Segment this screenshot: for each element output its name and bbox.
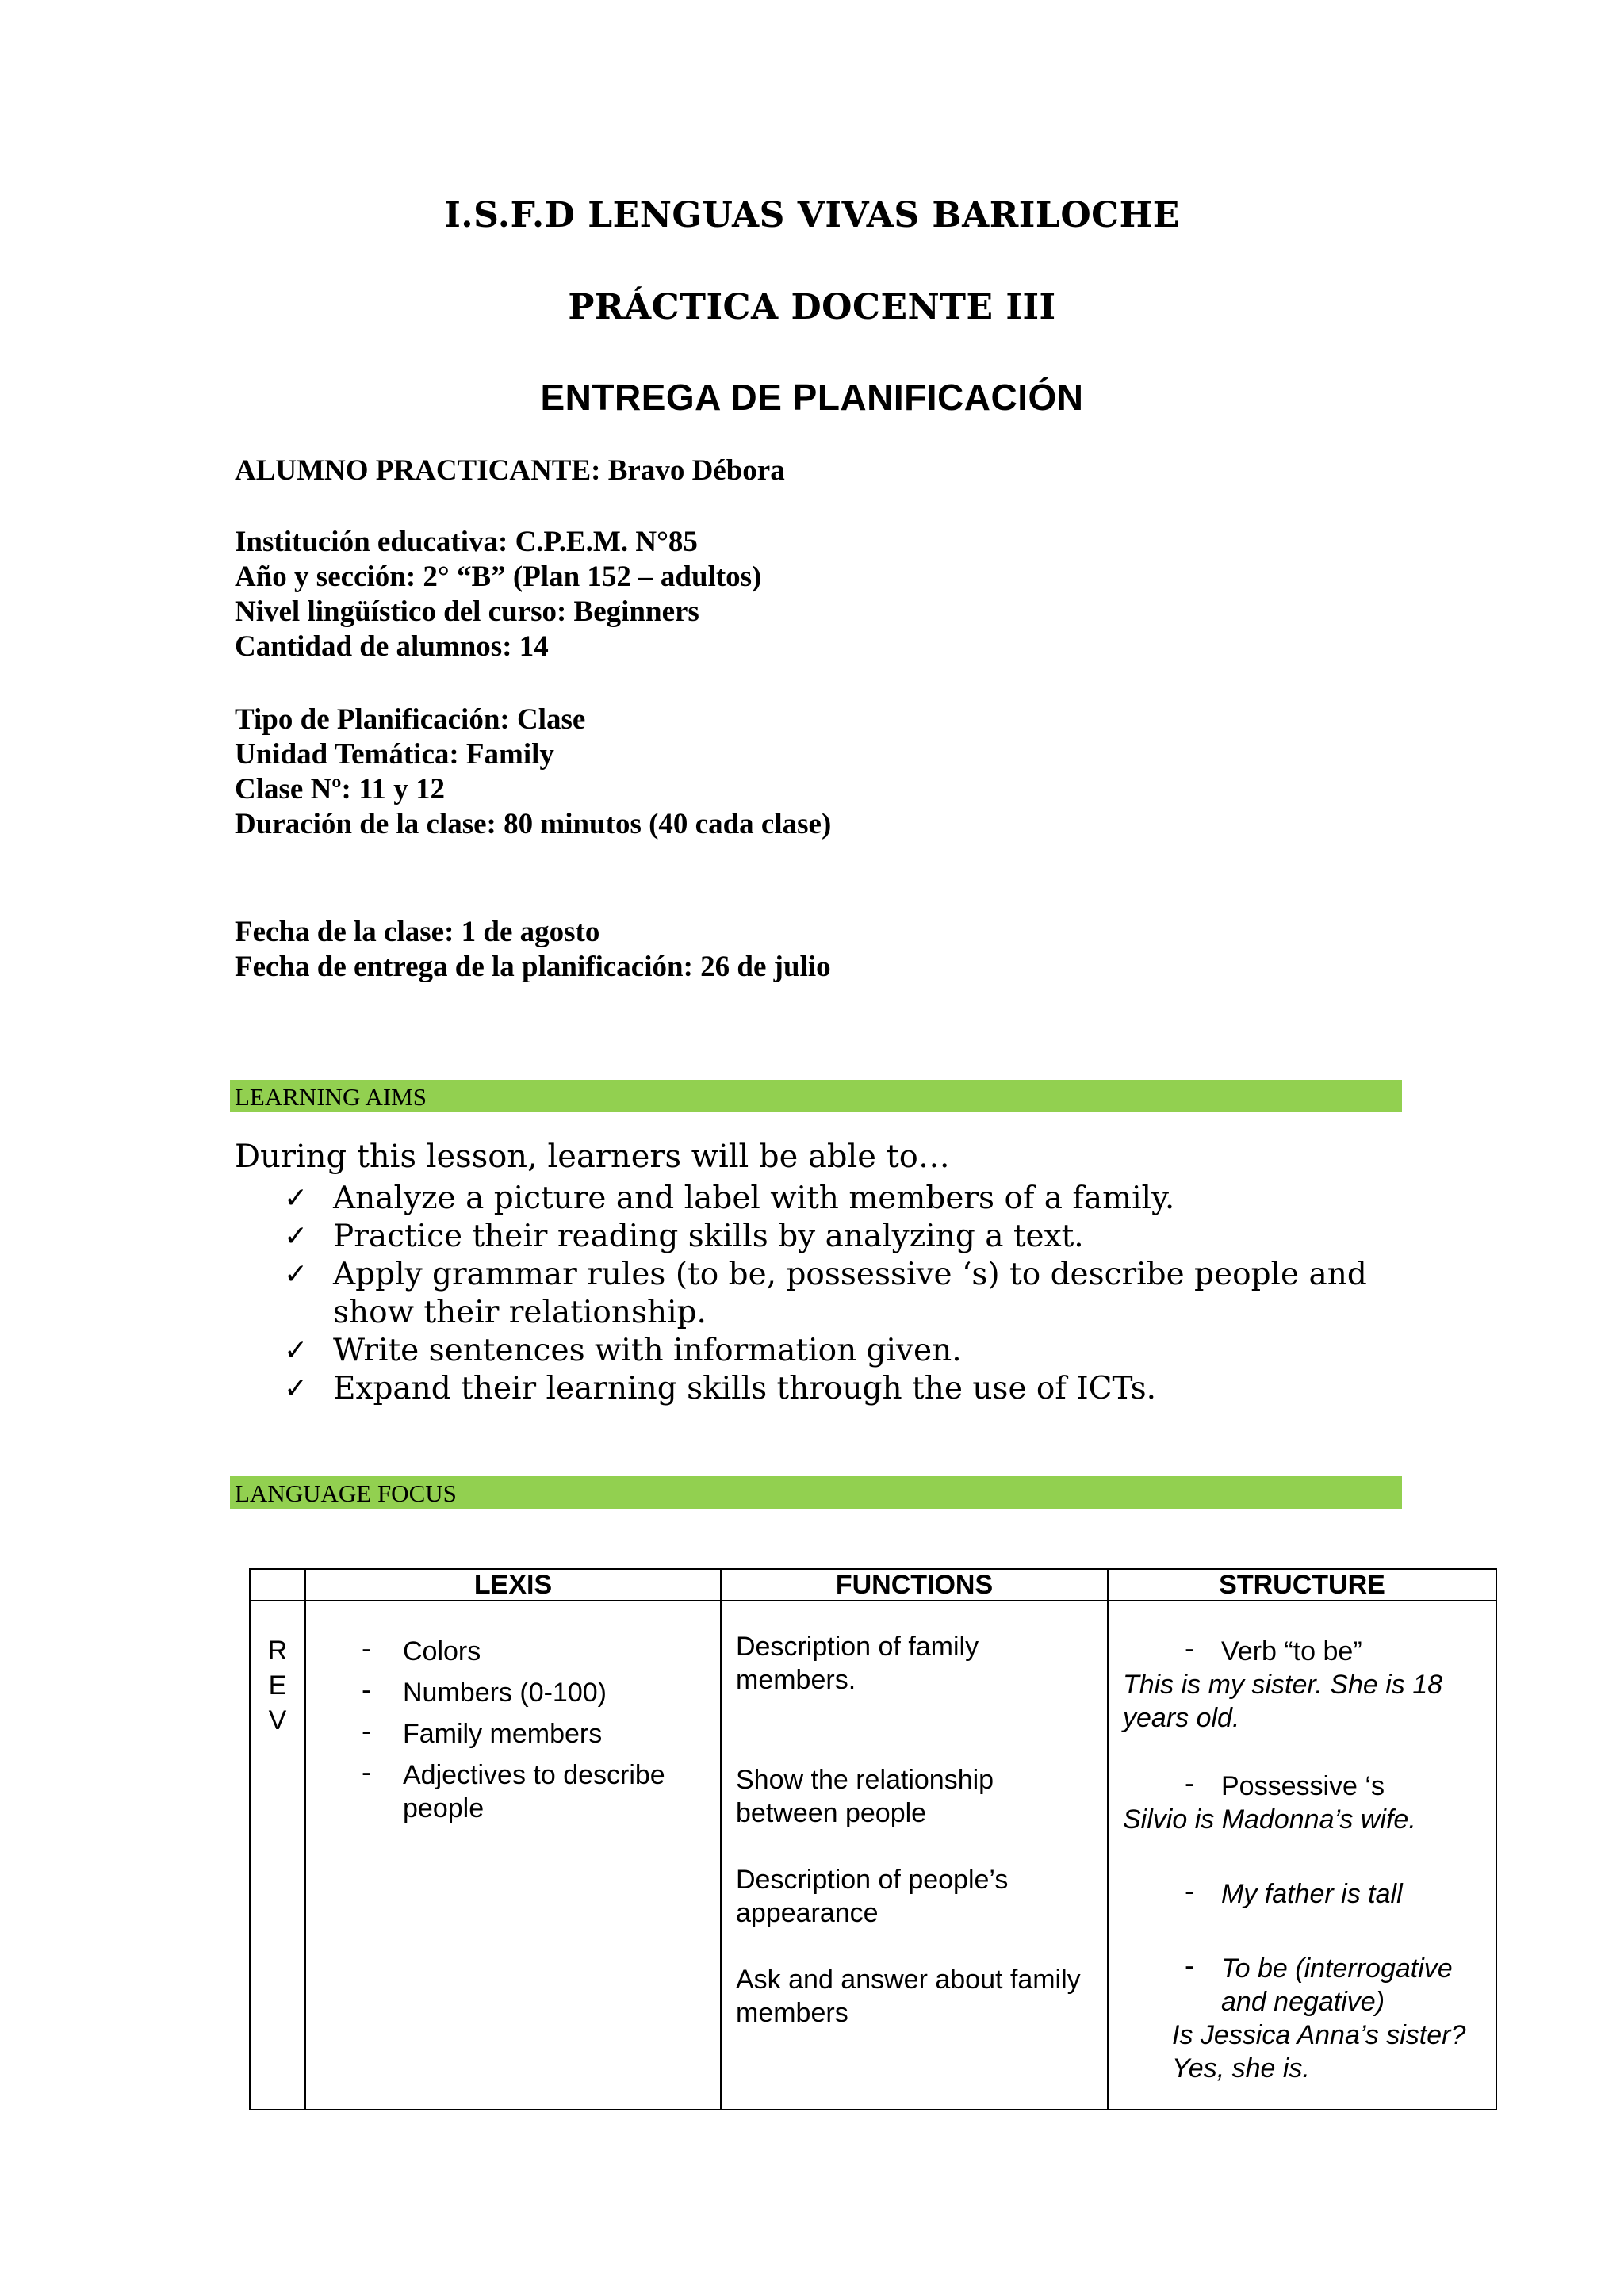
delivery-date: Fecha de entrega de la planificación: 26 de julio bbox=[235, 951, 831, 983]
structure-example: This is my sister. She is 18 years old. bbox=[1123, 1670, 1443, 1733]
row-label-rev: R E V bbox=[250, 1601, 305, 2110]
info-line: Nivel lingüístico del curso: Beginners bbox=[235, 595, 699, 628]
info-line: Unidad Temática: Family bbox=[235, 738, 554, 771]
checkmark-icon: ✓ bbox=[284, 1182, 308, 1215]
list-item: - Adjectives to describe people bbox=[362, 1755, 665, 1823]
table-header-row bbox=[250, 1569, 1496, 1601]
structure-item: - To be (interrogative and negative) bbox=[1185, 1949, 1453, 2017]
list-item: ✓ Write sentences with information given. bbox=[284, 1333, 962, 1368]
info-line: Institución educativa: C.P.E.M. N°85 bbox=[235, 526, 698, 558]
structure-item: - Verb “to be” bbox=[1185, 1632, 1362, 1667]
language-focus-table bbox=[249, 1568, 1497, 2110]
list-item: ✓ Apply grammar rules (to be, possessive ‘s) to describe people and show their relationship. bbox=[284, 1257, 1367, 1330]
info-line: Duración de la clase: 80 minutos (40 cada clase) bbox=[235, 808, 832, 840]
document-title: ENTREGA DE PLANIFICACIÓN bbox=[540, 377, 1084, 418]
info-line: Cantidad de alumnos: 14 bbox=[235, 630, 549, 663]
function-item: Show the relationship between people bbox=[736, 1765, 994, 1828]
structure-item: - My father is tall bbox=[1185, 1874, 1403, 1909]
dash-bullet: - bbox=[1185, 1766, 1194, 1799]
list-item: - Colors bbox=[362, 1632, 481, 1667]
function-item: Description of people’s appearance bbox=[736, 1865, 1009, 1928]
list-item: - Family members bbox=[362, 1714, 603, 1749]
structure-cell bbox=[1108, 1601, 1496, 2110]
language-focus-heading: LANGUAGE FOCUS bbox=[230, 1476, 1402, 1509]
info-line: Año y sección: 2° “B” (Plan 152 – adultos) bbox=[235, 561, 762, 593]
dates-info bbox=[235, 915, 831, 985]
structure-item: - Possessive ‘s bbox=[1185, 1766, 1385, 1801]
table-header-functions: FUNCTIONS bbox=[721, 1569, 1108, 1601]
dash-bullet: - bbox=[1185, 1949, 1194, 1981]
dash-bullet: - bbox=[362, 1632, 371, 1664]
function-item: Ask and answer about family members bbox=[736, 1965, 1081, 2028]
structure-example: Is Jessica Anna’s sister? bbox=[1172, 2020, 1466, 2050]
checkmark-icon: ✓ bbox=[284, 1220, 308, 1253]
checkmark-icon: ✓ bbox=[284, 1372, 308, 1405]
list-item: - Numbers (0-100) bbox=[362, 1673, 607, 1708]
functions-cell bbox=[721, 1601, 1108, 2110]
learning-aims-list bbox=[284, 1180, 1378, 1408]
institution-title: I.S.F.D LENGUAS VIVAS BARILOCHE bbox=[444, 195, 1180, 235]
class-date: Fecha de la clase: 1 de agosto bbox=[235, 916, 600, 948]
list-item: ✓ Expand their learning skills through the use of ICTs. bbox=[284, 1371, 1157, 1406]
dash-bullet: - bbox=[362, 1755, 371, 1788]
structure-example: Silvio is Madonna’s wife. bbox=[1123, 1804, 1416, 1835]
table-row bbox=[250, 1601, 1496, 2110]
dash-bullet: - bbox=[362, 1673, 371, 1705]
lexis-list bbox=[362, 1632, 712, 1825]
learning-aims-intro: During this lesson, learners will be able to… bbox=[235, 1138, 950, 1175]
checkmark-icon: ✓ bbox=[284, 1334, 308, 1367]
table-header-structure: STRUCTURE bbox=[1108, 1569, 1496, 1601]
table-header-empty bbox=[250, 1569, 305, 1601]
course-title: PRÁCTICA DOCENTE III bbox=[568, 287, 1056, 327]
table-header-lexis: LEXIS bbox=[305, 1569, 721, 1601]
info-line: Clase Nº: 11 y 12 bbox=[235, 773, 446, 806]
info-line: Tipo de Planificación: Clase bbox=[235, 703, 586, 736]
school-info bbox=[235, 525, 761, 664]
checkmark-icon: ✓ bbox=[284, 1258, 308, 1291]
list-item: ✓ Analyze a picture and label with members of a family. bbox=[284, 1181, 1175, 1216]
list-item: ✓ Practice their reading skills by analyzing a text. bbox=[284, 1219, 1084, 1254]
function-item: Description of family members. bbox=[736, 1632, 979, 1695]
structure-example: Yes, she is. bbox=[1172, 2053, 1310, 2084]
student-info bbox=[235, 453, 785, 488]
lexis-cell bbox=[305, 1601, 721, 2110]
dash-bullet: - bbox=[362, 1714, 371, 1747]
plan-info bbox=[235, 702, 831, 842]
learning-aims-heading: LEARNING AIMS bbox=[230, 1080, 1402, 1112]
dash-bullet: - bbox=[1185, 1632, 1194, 1664]
dash-bullet: - bbox=[1185, 1874, 1194, 1907]
student-name: ALUMNO PRACTICANTE: Bravo Débora bbox=[235, 454, 785, 487]
